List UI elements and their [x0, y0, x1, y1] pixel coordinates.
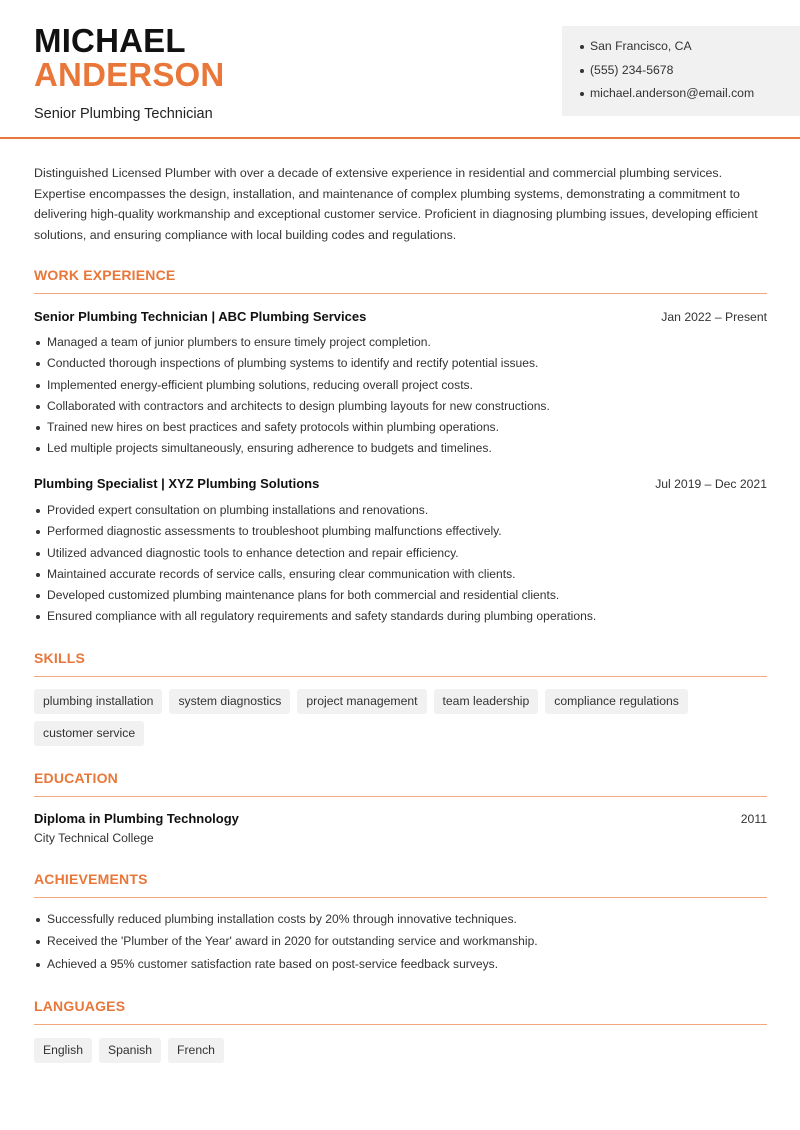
list-item [34, 933, 767, 955]
bullet-icon [36, 341, 40, 345]
list-item-text: Successfully reduced plumbing installation costs by 20% through innovative techniques. [47, 912, 517, 926]
list-item [34, 587, 767, 608]
list-item [34, 956, 767, 978]
skills-list [34, 689, 767, 746]
contact-phone [580, 62, 800, 86]
language-chip: Spanish [99, 1038, 161, 1063]
list-item-text: Maintained accurate records of service calls, ensuring clear communication with clients. [47, 566, 516, 581]
bullet-icon [36, 615, 40, 619]
list-item [34, 545, 767, 566]
list-item-text: Managed a team of junior plumbers to ensure timely project completion. [47, 335, 431, 349]
list-item [34, 419, 767, 440]
job-title-1: Senior Plumbing Technician | ABC Plumbing Services [34, 309, 367, 324]
bullet-icon [36, 405, 40, 409]
list-item-text: Provided expert consultation on plumbing installations and renovations. [47, 503, 429, 517]
bullet-icon [36, 552, 40, 556]
section-title-languages: LANGUAGES [34, 998, 767, 1025]
contact-email-text: michael.anderson@email.com [590, 86, 755, 100]
list-item-text: Developed customized plumbing maintenance plans for both commercial and residential clients. [47, 588, 560, 603]
bullet-icon [36, 940, 40, 944]
language-chip: French [168, 1038, 224, 1063]
list-item-text: Utilized advanced diagnostic tools to enhance detection and repair efficiency. [47, 545, 459, 560]
list-item [34, 377, 767, 398]
list-item [34, 355, 767, 376]
list-item-text: Achieved a 95% customer satisfaction rate based on post-service feedback surveys. [47, 956, 499, 971]
job-title-2: Plumbing Specialist | XYZ Plumbing Solutions [34, 476, 320, 491]
list-item [34, 566, 767, 587]
bullet-icon [580, 69, 584, 73]
last-name: ANDERSON [34, 56, 225, 93]
bullet-icon [36, 918, 40, 922]
degree: Diploma in Plumbing Technology [34, 811, 239, 826]
name-block [34, 24, 224, 122]
list-item-text: Conducted thorough inspections of plumbing systems to identify and rectify potential issues. [47, 356, 539, 371]
job-bullets-1 [34, 334, 767, 462]
skill-chip: customer service [34, 721, 144, 746]
job-header [34, 309, 767, 324]
bullet-icon [580, 45, 584, 49]
list-item-text: Trained new hires on best practices and safety protocols within plumbing operations. [47, 420, 499, 435]
bullet-icon [36, 447, 40, 451]
list-item-text: Implemented energy-efficient plumbing solutions, reducing overall project costs. [47, 377, 473, 392]
contact-list [562, 26, 800, 109]
list-item-text: Collaborated with contractors and architects to design plumbing layouts for new constructions. [47, 398, 550, 413]
section-title-achievements: ACHIEVEMENTS [34, 871, 767, 898]
list-item-text: Ensured compliance with all regulatory requirements and safety standards during plumbing operations. [47, 609, 597, 624]
bullet-icon [36, 509, 40, 513]
contact-location [580, 38, 800, 62]
language-chip: English [34, 1038, 92, 1063]
skill-chip: plumbing installation [34, 689, 162, 714]
section-title-skills: SKILLS [34, 650, 767, 677]
bullet-icon [580, 92, 584, 96]
contact-email [580, 85, 800, 109]
languages-list [34, 1038, 767, 1063]
job-dates-2: Jul 2019 – Dec 2021 [655, 477, 767, 491]
education-year: 2011 [740, 812, 767, 826]
skill-chip: team leadership [434, 689, 539, 714]
first-name: MICHAEL [34, 22, 186, 59]
list-item [34, 911, 767, 933]
skill-chip: project management [297, 689, 426, 714]
achievements-list [34, 911, 767, 978]
job-title: Senior Plumbing Technician [34, 106, 213, 122]
job-header [34, 476, 767, 491]
bullet-icon [36, 530, 40, 534]
contact-location-text: San Francisco, CA [590, 39, 692, 53]
section-title-work: WORK EXPERIENCE [34, 267, 767, 294]
bullet-icon [36, 384, 40, 388]
list-item [34, 502, 767, 523]
contact-phone-text: (555) 234-5678 [590, 62, 674, 77]
list-item [34, 334, 767, 355]
job-dates-1: Jan 2022 – Present [661, 310, 767, 324]
list-item [34, 398, 767, 419]
summary: Distinguished Licensed Plumber with over a decade of extensive experience in residential and commercial plumbing services. Expertise encompasses the design, installation, and maintenance of complex plumbing systems, demonstrating a commitment to delivering high-quality workmanship and exceptional customer service. Proficient in diagnosing plumbing issues, developing efficient solutions, and ensuring compliance with local building codes and regulations. [34, 166, 758, 242]
list-item-text: Received the 'Plumber of the Year' award in 2020 for outstanding service and workmanship. [47, 934, 538, 949]
bullet-icon [36, 963, 40, 967]
job-bullets-2 [34, 502, 767, 630]
section-title-education: EDUCATION [34, 770, 767, 797]
list-item-text: Led multiple projects simultaneously, ensuring adherence to budgets and timelines. [47, 441, 492, 456]
bullet-icon [36, 573, 40, 577]
education-header [34, 811, 767, 826]
list-item [34, 608, 767, 629]
contact-box [562, 26, 800, 116]
school: City Technical College [34, 831, 154, 845]
resume-header [0, 0, 800, 139]
skill-chip: compliance regulations [545, 689, 688, 714]
list-item [34, 523, 767, 544]
bullet-icon [36, 594, 40, 598]
list-item [34, 440, 767, 461]
list-item-text: Performed diagnostic assessments to troubleshoot plumbing malfunctions effectively. [47, 524, 502, 539]
skill-chip: system diagnostics [169, 689, 290, 714]
bullet-icon [36, 362, 40, 366]
bullet-icon [36, 426, 40, 430]
